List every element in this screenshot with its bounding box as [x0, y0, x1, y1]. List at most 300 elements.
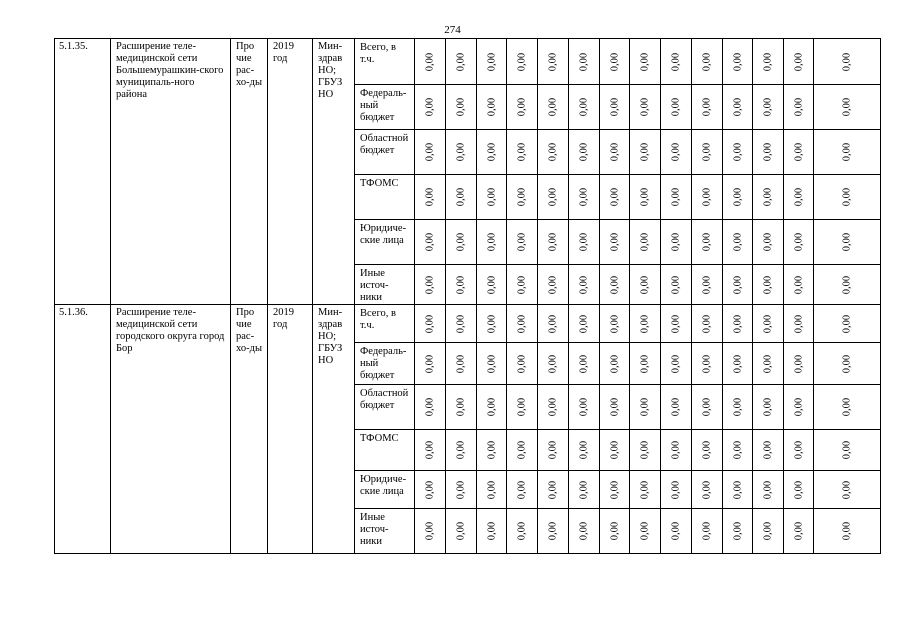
amount-value: 0,00: [486, 97, 497, 117]
amount-cell: [600, 430, 630, 471]
amount-value: 0,00: [732, 397, 743, 417]
amount-value: 0,00: [670, 354, 682, 373]
amount-cell: [814, 430, 881, 471]
amount-cell: [661, 305, 692, 343]
amount-cell: [692, 85, 723, 130]
amount-cell: [753, 39, 784, 85]
amount-cell: [784, 265, 814, 305]
amount-cell: [538, 385, 569, 430]
amount-cell: [415, 509, 446, 554]
amount-cell: [415, 265, 446, 305]
amount-cell: [507, 343, 538, 385]
amount-cell: [569, 471, 600, 509]
amount-cell: [600, 265, 630, 305]
page-number: 274: [444, 24, 461, 36]
amount-value: 0,00: [793, 397, 804, 417]
amount-cell: [477, 220, 507, 265]
amount-cell: [814, 385, 881, 430]
amount-cell: [753, 265, 784, 305]
amount-cell: [507, 220, 538, 265]
amount-value: 0,00: [547, 232, 559, 252]
amount-value: 0,00: [578, 314, 590, 333]
amount-value: 0,00: [841, 314, 853, 333]
amount-value: 0,00: [578, 440, 590, 460]
amount-cell: [814, 39, 881, 85]
amount-value: 0,00: [424, 314, 436, 333]
amount-cell: [446, 85, 477, 130]
amount-value: 0,00: [486, 187, 497, 207]
amount-value: 0,00: [609, 97, 620, 117]
amount-value: 0,00: [793, 521, 804, 541]
amount-cell: [661, 343, 692, 385]
amount-value: 0,00: [701, 521, 713, 541]
amount-value: 0,00: [701, 142, 713, 162]
amount-value: 0,00: [793, 480, 804, 499]
amount-cell: [723, 130, 753, 175]
amount-cell: [569, 85, 600, 130]
funding-source-label: Всего, в т.ч.: [355, 39, 415, 85]
amount-cell: [446, 471, 477, 509]
amount-value: 0,00: [793, 275, 804, 294]
amount-cell: [600, 509, 630, 554]
amount-value: 0,00: [516, 521, 528, 541]
amount-cell: [723, 175, 753, 220]
amount-cell: [784, 385, 814, 430]
amount-cell: [753, 430, 784, 471]
amount-cell: [630, 343, 661, 385]
amount-value: 0,00: [609, 521, 620, 541]
amount-cell: [446, 175, 477, 220]
amount-cell: [784, 471, 814, 509]
amount-value: 0,00: [762, 314, 774, 333]
amount-value: 0,00: [547, 440, 559, 460]
amount-cell: [692, 509, 723, 554]
amount-value: 0,00: [516, 440, 528, 460]
amount-cell: [477, 343, 507, 385]
amount-value: 0,00: [841, 52, 853, 71]
amount-cell: [814, 130, 881, 175]
amount-cell: [538, 265, 569, 305]
amount-value: 0,00: [639, 142, 651, 162]
amount-cell: [569, 175, 600, 220]
amount-value: 0,00: [762, 142, 774, 162]
amount-value: 0,00: [701, 187, 713, 207]
amount-cell: [630, 471, 661, 509]
amount-value: 0,00: [578, 521, 590, 541]
amount-value: 0,00: [516, 275, 528, 294]
amount-cell: [753, 385, 784, 430]
amount-cell: [753, 471, 784, 509]
amount-value: 0,00: [639, 397, 651, 417]
amount-cell: [538, 130, 569, 175]
amount-value: 0,00: [424, 275, 436, 294]
funding-source-label: Федераль-ный бюджет: [355, 85, 415, 130]
amount-value: 0,00: [701, 354, 713, 373]
amount-value: 0,00: [578, 187, 590, 207]
amount-cell: [477, 509, 507, 554]
amount-value: 0,00: [516, 97, 528, 117]
amount-value: 0,00: [841, 232, 853, 252]
amount-cell: [507, 471, 538, 509]
amount-value: 0,00: [455, 480, 467, 499]
project-year: 2019 год: [268, 305, 313, 554]
amount-value: 0,00: [609, 440, 620, 460]
amount-value: 0,00: [547, 97, 559, 117]
amount-value: 0,00: [841, 397, 853, 417]
project-code: 5.1.35.: [55, 39, 111, 305]
funding-source-label: Федераль-ный бюджет: [355, 343, 415, 385]
amount-value: 0,00: [578, 354, 590, 373]
table-row: [55, 305, 881, 343]
amount-value: 0,00: [841, 97, 853, 117]
amount-value: 0,00: [670, 97, 682, 117]
amount-value: 0,00: [841, 354, 853, 373]
amount-value: 0,00: [547, 142, 559, 162]
amount-value: 0,00: [793, 354, 804, 373]
amount-cell: [661, 39, 692, 85]
amount-value: 0,00: [455, 142, 467, 162]
amount-cell: [630, 509, 661, 554]
amount-cell: [692, 39, 723, 85]
amount-value: 0,00: [793, 232, 804, 252]
amount-cell: [661, 220, 692, 265]
amount-value: 0,00: [701, 52, 713, 71]
amount-value: 0,00: [578, 52, 590, 71]
amount-value: 0,00: [701, 232, 713, 252]
amount-cell: [538, 39, 569, 85]
amount-cell: [446, 509, 477, 554]
amount-value: 0,00: [762, 521, 774, 541]
amount-value: 0,00: [639, 480, 651, 499]
amount-cell: [507, 265, 538, 305]
amount-cell: [538, 430, 569, 471]
amount-value: 0,00: [455, 275, 467, 294]
amount-cell: [477, 385, 507, 430]
amount-cell: [569, 39, 600, 85]
amount-value: 0,00: [486, 232, 497, 252]
amount-value: 0,00: [762, 232, 774, 252]
amount-value: 0,00: [547, 52, 559, 71]
amount-cell: [538, 85, 569, 130]
amount-cell: [753, 305, 784, 343]
executor: Мин-здрав НО; ГБУЗ НО: [313, 305, 355, 554]
amount-cell: [630, 220, 661, 265]
amount-cell: [415, 343, 446, 385]
amount-cell: [723, 385, 753, 430]
amount-value: 0,00: [516, 187, 528, 207]
amount-value: 0,00: [455, 52, 467, 71]
amount-value: 0,00: [424, 440, 436, 460]
amount-value: 0,00: [455, 314, 467, 333]
amount-value: 0,00: [639, 275, 651, 294]
amount-value: 0,00: [547, 354, 559, 373]
amount-value: 0,00: [424, 187, 436, 207]
amount-value: 0,00: [639, 440, 651, 460]
amount-cell: [600, 175, 630, 220]
amount-value: 0,00: [639, 521, 651, 541]
amount-cell: [692, 305, 723, 343]
amount-value: 0,00: [670, 232, 682, 252]
executor: Мин-здрав НО; ГБУЗ НО: [313, 39, 355, 305]
amount-cell: [753, 175, 784, 220]
amount-value: 0,00: [547, 480, 559, 499]
amount-cell: [723, 509, 753, 554]
amount-cell: [446, 305, 477, 343]
amount-cell: [446, 343, 477, 385]
amount-value: 0,00: [841, 440, 853, 460]
amount-cell: [630, 430, 661, 471]
amount-cell: [507, 509, 538, 554]
amount-cell: [446, 39, 477, 85]
amount-value: 0,00: [578, 397, 590, 417]
funding-source-label: ТФОМС: [355, 430, 415, 471]
amount-cell: [507, 130, 538, 175]
amount-cell: [415, 130, 446, 175]
amount-value: 0,00: [486, 314, 497, 333]
amount-value: 0,00: [732, 275, 743, 294]
amount-value: 0,00: [486, 275, 497, 294]
amount-cell: [630, 85, 661, 130]
amount-value: 0,00: [670, 397, 682, 417]
project-code: 5.1.36.: [55, 305, 111, 554]
amount-cell: [600, 85, 630, 130]
amount-cell: [723, 85, 753, 130]
amount-cell: [753, 509, 784, 554]
amount-cell: [784, 430, 814, 471]
amount-value: 0,00: [609, 354, 620, 373]
amount-value: 0,00: [639, 187, 651, 207]
amount-value: 0,00: [486, 440, 497, 460]
expense-type: Про чие рас-хо-ды: [231, 39, 268, 305]
amount-cell: [477, 85, 507, 130]
amount-cell: [600, 385, 630, 430]
amount-cell: [477, 430, 507, 471]
amount-value: 0,00: [455, 397, 467, 417]
amount-value: 0,00: [841, 521, 853, 541]
amount-cell: [600, 305, 630, 343]
amount-value: 0,00: [424, 52, 436, 71]
amount-cell: [784, 175, 814, 220]
amount-value: 0,00: [486, 354, 497, 373]
amount-cell: [507, 39, 538, 85]
amount-value: 0,00: [762, 440, 774, 460]
amount-cell: [692, 265, 723, 305]
amount-value: 0,00: [639, 52, 651, 71]
amount-cell: [569, 265, 600, 305]
amount-cell: [723, 343, 753, 385]
amount-cell: [753, 220, 784, 265]
amount-cell: [630, 130, 661, 175]
amount-value: 0,00: [547, 397, 559, 417]
amount-value: 0,00: [762, 397, 774, 417]
amount-cell: [569, 385, 600, 430]
amount-cell: [692, 430, 723, 471]
amount-value: 0,00: [578, 480, 590, 499]
amount-cell: [477, 265, 507, 305]
amount-value: 0,00: [701, 397, 713, 417]
amount-value: 0,00: [578, 142, 590, 162]
amount-cell: [538, 471, 569, 509]
amount-value: 0,00: [424, 480, 436, 499]
amount-cell: [692, 220, 723, 265]
amount-cell: [477, 305, 507, 343]
amount-cell: [692, 130, 723, 175]
amount-cell: [600, 343, 630, 385]
amount-cell: [569, 220, 600, 265]
amount-cell: [753, 130, 784, 175]
project-year: 2019 год: [268, 39, 313, 305]
amount-cell: [784, 220, 814, 265]
amount-cell: [600, 130, 630, 175]
amount-value: 0,00: [455, 354, 467, 373]
amount-cell: [784, 343, 814, 385]
amount-cell: [415, 430, 446, 471]
amount-value: 0,00: [455, 187, 467, 207]
amount-cell: [814, 509, 881, 554]
amount-cell: [507, 430, 538, 471]
amount-value: 0,00: [793, 187, 804, 207]
amount-cell: [538, 509, 569, 554]
amount-value: 0,00: [670, 521, 682, 541]
funding-table: [54, 38, 881, 554]
funding-source-label: Областной бюджет: [355, 130, 415, 175]
amount-cell: [630, 39, 661, 85]
amount-value: 0,00: [793, 440, 804, 460]
amount-value: 0,00: [639, 314, 651, 333]
amount-cell: [814, 220, 881, 265]
amount-value: 0,00: [701, 314, 713, 333]
funding-source-label: Всего, в т.ч.: [355, 305, 415, 343]
amount-cell: [784, 509, 814, 554]
amount-cell: [569, 305, 600, 343]
amount-value: 0,00: [793, 314, 804, 333]
amount-value: 0,00: [516, 314, 528, 333]
funding-source-label: Областной бюджет: [355, 385, 415, 430]
amount-value: 0,00: [578, 97, 590, 117]
amount-cell: [814, 85, 881, 130]
amount-value: 0,00: [762, 187, 774, 207]
amount-cell: [446, 265, 477, 305]
amount-cell: [814, 471, 881, 509]
amount-value: 0,00: [609, 275, 620, 294]
amount-cell: [784, 39, 814, 85]
amount-cell: [446, 220, 477, 265]
amount-cell: [692, 471, 723, 509]
amount-cell: [784, 130, 814, 175]
amount-value: 0,00: [609, 187, 620, 207]
amount-cell: [415, 85, 446, 130]
table-row: [55, 39, 881, 85]
amount-value: 0,00: [547, 187, 559, 207]
expense-type: Про чие рас-хо-ды: [231, 305, 268, 554]
amount-value: 0,00: [486, 480, 497, 499]
amount-value: 0,00: [455, 97, 467, 117]
amount-value: 0,00: [732, 97, 743, 117]
amount-value: 0,00: [762, 97, 774, 117]
amount-value: 0,00: [841, 187, 853, 207]
amount-value: 0,00: [578, 275, 590, 294]
amount-value: 0,00: [762, 275, 774, 294]
amount-value: 0,00: [732, 314, 743, 333]
amount-cell: [661, 130, 692, 175]
amount-cell: [415, 471, 446, 509]
amount-value: 0,00: [516, 52, 528, 71]
amount-cell: [477, 39, 507, 85]
amount-cell: [507, 175, 538, 220]
amount-value: 0,00: [424, 232, 436, 252]
amount-cell: [446, 130, 477, 175]
amount-value: 0,00: [793, 97, 804, 117]
amount-value: 0,00: [732, 232, 743, 252]
amount-cell: [723, 305, 753, 343]
amount-value: 0,00: [670, 480, 682, 499]
amount-value: 0,00: [455, 521, 467, 541]
amount-value: 0,00: [639, 97, 651, 117]
amount-cell: [538, 305, 569, 343]
amount-cell: [630, 175, 661, 220]
amount-cell: [753, 85, 784, 130]
amount-cell: [600, 471, 630, 509]
amount-value: 0,00: [670, 275, 682, 294]
amount-cell: [446, 430, 477, 471]
amount-value: 0,00: [609, 397, 620, 417]
amount-cell: [630, 305, 661, 343]
amount-cell: [661, 509, 692, 554]
amount-value: 0,00: [670, 440, 682, 460]
amount-cell: [723, 430, 753, 471]
amount-cell: [692, 385, 723, 430]
amount-value: 0,00: [424, 521, 436, 541]
amount-cell: [630, 385, 661, 430]
amount-cell: [446, 385, 477, 430]
amount-value: 0,00: [516, 354, 528, 373]
amount-value: 0,00: [732, 187, 743, 207]
amount-value: 0,00: [609, 142, 620, 162]
amount-value: 0,00: [455, 232, 467, 252]
amount-cell: [814, 343, 881, 385]
amount-value: 0,00: [609, 480, 620, 499]
amount-cell: [784, 305, 814, 343]
amount-value: 0,00: [424, 397, 436, 417]
amount-cell: [477, 471, 507, 509]
amount-cell: [415, 220, 446, 265]
amount-cell: [753, 343, 784, 385]
amount-value: 0,00: [424, 354, 436, 373]
amount-value: 0,00: [762, 480, 774, 499]
amount-cell: [692, 175, 723, 220]
amount-value: 0,00: [547, 314, 559, 333]
amount-value: 0,00: [841, 480, 853, 499]
amount-value: 0,00: [547, 521, 559, 541]
amount-value: 0,00: [424, 97, 436, 117]
amount-value: 0,00: [609, 314, 620, 333]
amount-value: 0,00: [424, 142, 436, 162]
funding-source-label: ТФОМС: [355, 175, 415, 220]
amount-cell: [723, 220, 753, 265]
amount-value: 0,00: [455, 440, 467, 460]
amount-value: 0,00: [701, 275, 713, 294]
amount-value: 0,00: [762, 52, 774, 71]
amount-cell: [661, 85, 692, 130]
amount-value: 0,00: [732, 440, 743, 460]
amount-value: 0,00: [701, 440, 713, 460]
amount-value: 0,00: [732, 354, 743, 373]
amount-value: 0,00: [516, 142, 528, 162]
amount-value: 0,00: [609, 52, 620, 71]
amount-value: 0,00: [486, 521, 497, 541]
amount-value: 0,00: [732, 52, 743, 71]
funding-source-label: Иные источ-ники: [355, 265, 415, 305]
